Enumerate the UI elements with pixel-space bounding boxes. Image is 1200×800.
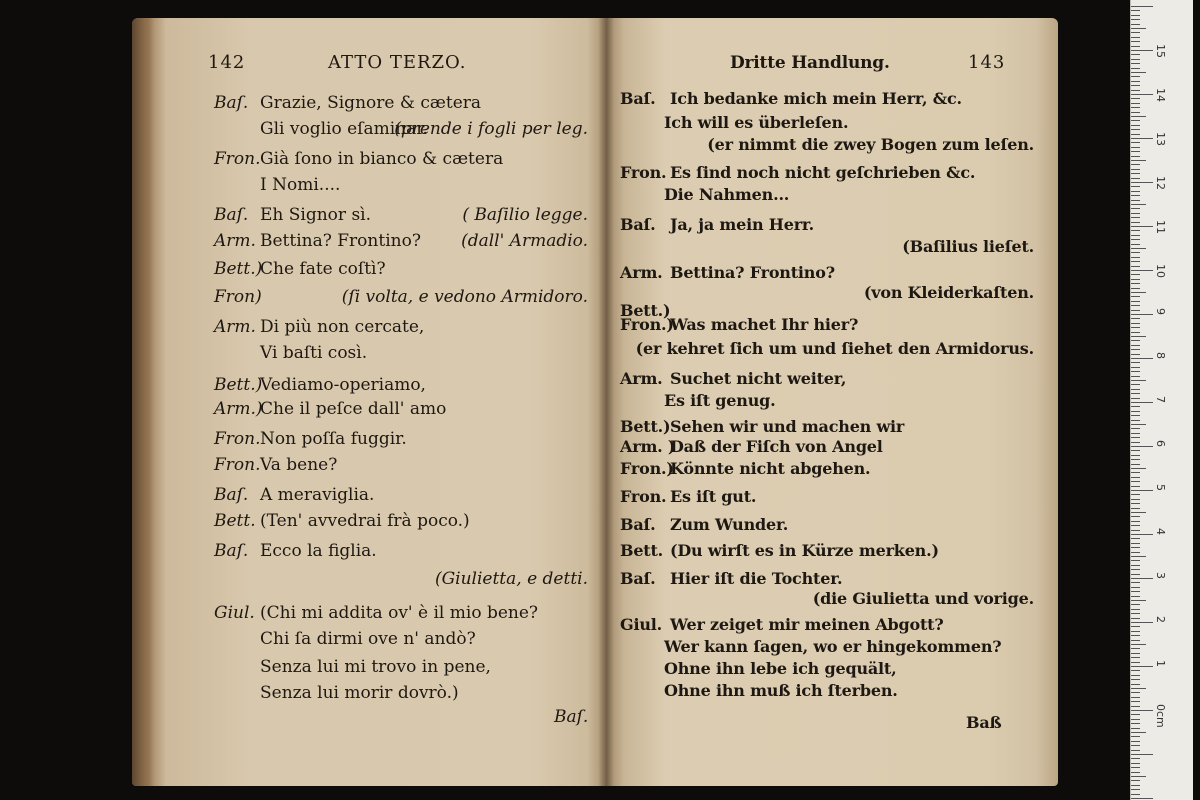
ruler-tick — [1131, 266, 1140, 267]
verse-line: Ich will es überleſen. — [664, 113, 849, 132]
speaker-label: Baſ. — [214, 93, 249, 113]
speaker-label: Baſ. — [214, 485, 249, 505]
speaker-label: Fron.) — [620, 315, 674, 334]
ruler-tick — [1131, 455, 1140, 456]
ruler-tick — [1131, 208, 1140, 209]
ruler-tick — [1131, 547, 1140, 548]
verse-line: Bettina? Frontino? — [670, 263, 835, 282]
ruler-tick — [1131, 63, 1140, 64]
ruler-tick — [1131, 46, 1140, 47]
verse-line: Daß der Fiſch von Angel — [670, 437, 883, 456]
ruler-tick — [1131, 244, 1140, 245]
ruler-tick — [1131, 789, 1140, 790]
ruler-tick — [1131, 301, 1140, 302]
verse-line: Ecco la figlia. — [260, 541, 377, 561]
ruler-tick — [1131, 530, 1140, 531]
ruler-number: 7 — [1154, 396, 1167, 403]
stage-direction: (er kehret ſich um und ſiehet den Armidorus. — [635, 339, 1034, 358]
ruler-tick — [1131, 94, 1153, 95]
ruler-tick — [1131, 213, 1140, 214]
ruler-tick — [1131, 433, 1140, 434]
ruler-tick — [1131, 424, 1146, 425]
speaker-label: Fron) — [214, 287, 262, 307]
ruler-tick — [1131, 780, 1140, 781]
ruler-tick — [1131, 723, 1140, 724]
ruler-number: 14 — [1154, 88, 1167, 102]
ruler-tick — [1131, 354, 1140, 355]
verse-line: Könnte nicht abgehen. — [670, 459, 871, 478]
speaker-label: Bett. — [620, 541, 664, 560]
ruler-tick — [1131, 257, 1140, 258]
ruler-tick — [1131, 164, 1140, 165]
verse-line: Chi ſa dirmi ove n' andò? — [260, 629, 476, 649]
verse-line: Già ſono in bianco & cætera — [260, 149, 504, 169]
verse-line: (Ten' avvedrai frà poco.) — [260, 511, 470, 531]
speaker-label: Giul. — [620, 615, 663, 634]
stage-direction: ( Baſilio legge. — [462, 205, 588, 225]
ruler-tick — [1131, 481, 1140, 482]
ruler-tick — [1131, 138, 1153, 139]
ruler-tick — [1131, 635, 1140, 636]
ruler-tick — [1131, 72, 1146, 73]
verse-line: Es iſt gut. — [670, 487, 757, 506]
ruler-number: 1 — [1154, 660, 1167, 667]
ruler-tick — [1131, 437, 1140, 438]
left-page — [132, 18, 606, 786]
catchword-right: Baß — [966, 713, 1002, 732]
ruler-tick — [1131, 160, 1146, 161]
ruler-tick — [1131, 565, 1140, 566]
ruler-tick — [1131, 182, 1153, 183]
ruler-tick — [1131, 186, 1140, 187]
verse-line: Es ſind noch nicht geſchrieben &c. — [670, 163, 976, 182]
ruler-tick — [1131, 327, 1140, 328]
ruler-number: 8 — [1154, 352, 1167, 359]
ruler-tick — [1131, 134, 1140, 135]
verse-line: Che il peſce dall' amo — [260, 399, 447, 419]
ruler-tick — [1131, 358, 1153, 359]
ruler-tick — [1131, 582, 1140, 583]
ruler-tick — [1131, 697, 1140, 698]
ruler-tick — [1131, 68, 1140, 69]
ruler-tick — [1131, 508, 1140, 509]
ruler-tick — [1131, 222, 1140, 223]
speaker-label: Arm.) — [214, 399, 263, 419]
ruler-tick — [1131, 349, 1140, 350]
ruler-tick — [1131, 679, 1140, 680]
ruler-tick — [1131, 336, 1146, 337]
ruler-tick — [1131, 371, 1140, 372]
ruler-tick — [1131, 604, 1140, 605]
ruler-tick — [1131, 710, 1153, 711]
ruler-tick — [1131, 151, 1140, 152]
ruler-tick — [1131, 76, 1140, 77]
ruler-tick — [1131, 728, 1140, 729]
ruler-tick — [1131, 534, 1153, 535]
ruler-tick — [1131, 37, 1140, 38]
stage-direction: (Baſilius lieſet. — [902, 237, 1034, 256]
ruler-tick — [1131, 169, 1140, 170]
ruler-tick — [1131, 288, 1140, 289]
speaker-label: Arm. — [620, 263, 663, 282]
ruler-tick — [1131, 560, 1140, 561]
speaker-label: Baſ. — [214, 205, 249, 225]
ruler-tick — [1131, 147, 1140, 148]
ruler-tick — [1131, 785, 1140, 786]
ruler-tick — [1131, 719, 1140, 720]
speaker-label: Bett.) — [214, 259, 263, 279]
ruler-tick — [1131, 318, 1140, 319]
ruler-tick — [1131, 503, 1140, 504]
speaker-label: Bett.) — [620, 301, 671, 320]
ruler-tick — [1131, 631, 1140, 632]
ruler-tick — [1131, 332, 1140, 333]
ruler-tick — [1131, 270, 1153, 271]
ruler-tick — [1131, 552, 1140, 553]
ruler-tick — [1131, 600, 1146, 601]
ruler-tick — [1131, 450, 1140, 451]
verse-line: Bettina? Frontino? — [260, 231, 421, 251]
stage-direction: (prende i fogli per leg. — [394, 119, 588, 139]
verse-line: Non poſſa fuggir. — [260, 429, 407, 449]
verse-line: Es iſt genug. — [664, 391, 776, 410]
ruler-tick — [1131, 195, 1140, 196]
ruler-tick — [1131, 648, 1140, 649]
ruler-tick — [1131, 142, 1140, 143]
book-gutter — [598, 18, 614, 786]
ruler-tick — [1131, 468, 1146, 469]
ruler-tick — [1131, 798, 1153, 799]
ruler-tick — [1131, 684, 1140, 685]
speaker-label: Fron. — [214, 149, 261, 169]
ruler-tick — [1131, 499, 1140, 500]
ruler-tick — [1131, 6, 1153, 7]
verse-line: Vi baſti così. — [260, 343, 368, 363]
verse-line: Vediamo-operiamo, — [260, 375, 426, 395]
verse-line: Was machet Ihr hier? — [670, 315, 859, 334]
ruler-tick — [1131, 459, 1140, 460]
right-page — [606, 18, 1058, 786]
open-book — [132, 18, 1058, 786]
ruler-tick — [1131, 420, 1140, 421]
ruler-tick — [1131, 525, 1140, 526]
ruler-tick — [1131, 714, 1140, 715]
ruler-tick — [1131, 32, 1140, 33]
ruler-tick — [1131, 178, 1140, 179]
catchword-left: Baſ. — [554, 707, 589, 727]
verse-line: Gli voglio eſaminar. — [260, 119, 428, 139]
ruler-tick — [1131, 406, 1140, 407]
ruler-tick — [1131, 362, 1140, 363]
ruler-tick — [1131, 116, 1146, 117]
ruler-tick — [1131, 191, 1140, 192]
stage-direction: (von Kleiderkaſten. — [863, 283, 1034, 302]
ruler-tick — [1131, 613, 1140, 614]
ruler-tick — [1131, 305, 1140, 306]
ruler-tick — [1131, 120, 1140, 121]
speaker-label: Baſ. — [620, 515, 656, 534]
ruler-tick — [1131, 446, 1153, 447]
ruler-tick — [1131, 732, 1146, 733]
ruler-tick — [1131, 345, 1140, 346]
ruler-tick — [1131, 569, 1140, 570]
ruler-tick — [1131, 706, 1140, 707]
stage-direction: (dall' Armadio. — [461, 231, 588, 251]
ruler-tick — [1131, 754, 1153, 755]
ruler-tick — [1131, 578, 1153, 579]
ruler-tick — [1131, 688, 1146, 689]
speaker-label: Fron. — [214, 455, 261, 475]
ruler-tick — [1131, 19, 1140, 20]
ruler-tick — [1131, 283, 1140, 284]
ruler-tick — [1131, 107, 1140, 108]
speaker-label: Baſ. — [620, 215, 656, 234]
ruler-tick — [1131, 666, 1153, 667]
verse-line: Va bene? — [260, 455, 338, 475]
ruler-tick — [1131, 90, 1140, 91]
verse-line: Sehen wir und machen wir — [670, 417, 905, 436]
speaker-label: Giul. — [214, 603, 255, 623]
ruler-tick — [1131, 156, 1140, 157]
ruler-number: 0cm — [1154, 704, 1167, 728]
ruler-tick — [1131, 28, 1146, 29]
ruler-tick — [1131, 640, 1140, 641]
page-edge — [132, 18, 154, 786]
ruler-tick — [1131, 50, 1153, 51]
verse-line: Hier iſt die Tochter. — [670, 569, 843, 588]
ruler-tick — [1131, 794, 1140, 795]
speaker-label: Fron. — [214, 429, 261, 449]
ruler-tick — [1131, 622, 1153, 623]
ruler-tick — [1131, 15, 1140, 16]
ruler-tick — [1131, 472, 1140, 473]
ruler-tick — [1131, 772, 1140, 773]
ruler-tick — [1131, 596, 1140, 597]
stage-direction: (die Giulietta und vorige. — [812, 589, 1034, 608]
verse-line: Che fate coſtì? — [260, 259, 386, 279]
ruler-tick — [1131, 516, 1140, 517]
ruler-tick — [1131, 85, 1140, 86]
verse-line: Ich bedanke mich mein Herr, &c. — [670, 89, 962, 108]
ruler-tick — [1131, 230, 1140, 231]
ruler-tick — [1131, 380, 1146, 381]
ruler-tick — [1131, 415, 1140, 416]
ruler-tick — [1131, 538, 1140, 539]
verse-line: Die Nahmen... — [664, 185, 790, 204]
speaker-label: Bett.) — [214, 375, 263, 395]
verse-line: A meraviglia. — [260, 485, 375, 505]
ruler-tick — [1131, 59, 1140, 60]
ruler-number: 3 — [1154, 572, 1167, 579]
ruler-tick — [1131, 112, 1140, 113]
ruler-tick — [1131, 261, 1140, 262]
ruler-tick — [1131, 411, 1140, 412]
verse-line: Senza lui mi trovo in pene, — [260, 657, 491, 677]
ruler-tick — [1131, 626, 1140, 627]
ruler-tick — [1131, 217, 1140, 218]
ruler-tick — [1131, 296, 1140, 297]
ruler-tick — [1131, 741, 1140, 742]
ruler-tick — [1131, 767, 1140, 768]
ruler-tick — [1131, 556, 1146, 557]
ruler-tick — [1131, 402, 1153, 403]
ruler-tick — [1131, 393, 1140, 394]
ruler-tick — [1131, 173, 1140, 174]
verse-line: Wer kann ſagen, wo er hingekommen? — [664, 637, 1002, 656]
verse-line: Di più non cercate, — [260, 317, 425, 337]
stage-direction: (Giulietta, e detti. — [434, 569, 588, 589]
speaker-label: Arm. ) — [620, 437, 676, 456]
verse-line: Eh Signor sì. — [260, 205, 372, 225]
ruler-tick — [1131, 675, 1140, 676]
ruler-number: 10 — [1154, 264, 1167, 278]
ruler-tick — [1131, 670, 1140, 671]
stage-direction: (ſi volta, e vedono Armidoro. — [341, 287, 588, 307]
ruler-tick — [1131, 204, 1146, 205]
speaker-label: Bett.) — [620, 417, 671, 436]
speaker-label: Arm. — [214, 231, 256, 251]
ruler-tick — [1131, 609, 1140, 610]
ruler-tick — [1131, 486, 1140, 487]
ruler-tick — [1131, 24, 1140, 25]
ruler-tick — [1131, 125, 1140, 126]
ruler-number: 4 — [1154, 528, 1167, 535]
ruler-tick — [1131, 442, 1140, 443]
ruler-tick — [1131, 653, 1140, 654]
ruler-tick — [1131, 736, 1140, 737]
ruler-tick — [1131, 758, 1140, 759]
speaker-label: Fron.) — [620, 459, 674, 478]
ruler-number: 6 — [1154, 440, 1167, 447]
ruler-tick — [1131, 384, 1140, 385]
speaker-label: Baſ. — [214, 541, 249, 561]
ruler-tick — [1131, 389, 1140, 390]
ruler-tick — [1131, 763, 1140, 764]
ruler-tick — [1131, 543, 1140, 544]
ruler-tick — [1131, 292, 1146, 293]
ruler-tick — [1131, 103, 1140, 104]
ruler-tick — [1131, 692, 1140, 693]
verse-line: (Chi mi addita ov' è il mio bene? — [260, 603, 539, 623]
ruler-tick — [1131, 591, 1140, 592]
running-head-left: ATTO TERZO. — [328, 52, 467, 73]
ruler-tick — [1131, 618, 1140, 619]
ruler-tick — [1131, 428, 1140, 429]
speaker-label: Arm. — [620, 369, 663, 388]
ruler-tick — [1131, 644, 1146, 645]
page-number-right: 143 — [968, 52, 1006, 73]
ruler-tick — [1131, 98, 1140, 99]
ruler-number: 5 — [1154, 484, 1167, 491]
ruler-tick — [1131, 239, 1140, 240]
ruler-tick — [1131, 252, 1140, 253]
ruler-tick — [1131, 235, 1140, 236]
ruler-number: 13 — [1154, 132, 1167, 146]
measuring-ruler — [1130, 0, 1193, 800]
verse-line: (Du wirſt es in Kürze merken.) — [670, 541, 939, 560]
ruler-tick — [1131, 248, 1146, 249]
ruler-number: 2 — [1154, 616, 1167, 623]
ruler-tick — [1131, 274, 1140, 275]
ruler-tick — [1131, 776, 1146, 777]
ruler-tick — [1131, 81, 1140, 82]
ruler-tick — [1131, 490, 1153, 491]
ruler-tick — [1131, 657, 1140, 658]
verse-line: Suchet nicht weiter, — [670, 369, 847, 388]
page-number-left: 142 — [208, 52, 246, 73]
ruler-number: 9 — [1154, 308, 1167, 315]
ruler-tick — [1131, 398, 1140, 399]
ruler-tick — [1131, 54, 1140, 55]
ruler-tick — [1131, 129, 1140, 130]
ruler-tick — [1131, 464, 1140, 465]
ruler-tick — [1131, 279, 1140, 280]
ruler-number: 12 — [1154, 176, 1167, 190]
ruler-tick — [1131, 521, 1140, 522]
ruler-tick — [1131, 10, 1140, 11]
ruler-tick — [1131, 323, 1140, 324]
speaker-label: Baſ. — [620, 89, 656, 108]
ruler-number: 11 — [1154, 220, 1167, 234]
speaker-label: Bett. — [214, 511, 256, 531]
verse-line: Wer zeiget mir meinen Abgott? — [670, 615, 944, 634]
ruler-tick — [1131, 512, 1146, 513]
verse-line: I Nomi.... — [260, 175, 341, 195]
verse-line: Ohne ihn muß ich ſterben. — [664, 681, 898, 700]
verse-line: Ja, ja mein Herr. — [670, 215, 815, 234]
speaker-label: Baſ. — [620, 569, 656, 588]
ruler-tick — [1131, 340, 1140, 341]
verse-line: Senza lui morir dovrò.) — [260, 683, 459, 703]
ruler-tick — [1131, 662, 1140, 663]
ruler-tick — [1131, 310, 1140, 311]
ruler-tick — [1131, 574, 1140, 575]
verse-line: Zum Wunder. — [670, 515, 789, 534]
ruler-tick — [1131, 314, 1153, 315]
ruler-tick — [1131, 750, 1140, 751]
ruler-tick — [1131, 701, 1140, 702]
ruler-tick — [1131, 226, 1153, 227]
ruler-tick — [1131, 587, 1140, 588]
ruler-tick — [1131, 745, 1140, 746]
ruler-tick — [1131, 41, 1140, 42]
running-head-right: Dritte Handlung. — [730, 53, 890, 73]
verse-line: Ohne ihn lebe ich gequält, — [664, 659, 897, 678]
stage-direction: (er nimmt die zwey Bogen zum leſen. — [707, 135, 1034, 154]
ruler-tick — [1131, 494, 1140, 495]
ruler-number: 15 — [1154, 44, 1167, 58]
speaker-label: Arm. — [214, 317, 256, 337]
ruler-tick — [1131, 477, 1140, 478]
speaker-label: Fron. — [620, 487, 667, 506]
ruler-tick — [1131, 367, 1140, 368]
verse-line: Grazie, Signore & cætera — [260, 93, 482, 113]
speaker-label: Fron. — [620, 163, 667, 182]
ruler-tick — [1131, 376, 1140, 377]
ruler-tick — [1131, 200, 1140, 201]
